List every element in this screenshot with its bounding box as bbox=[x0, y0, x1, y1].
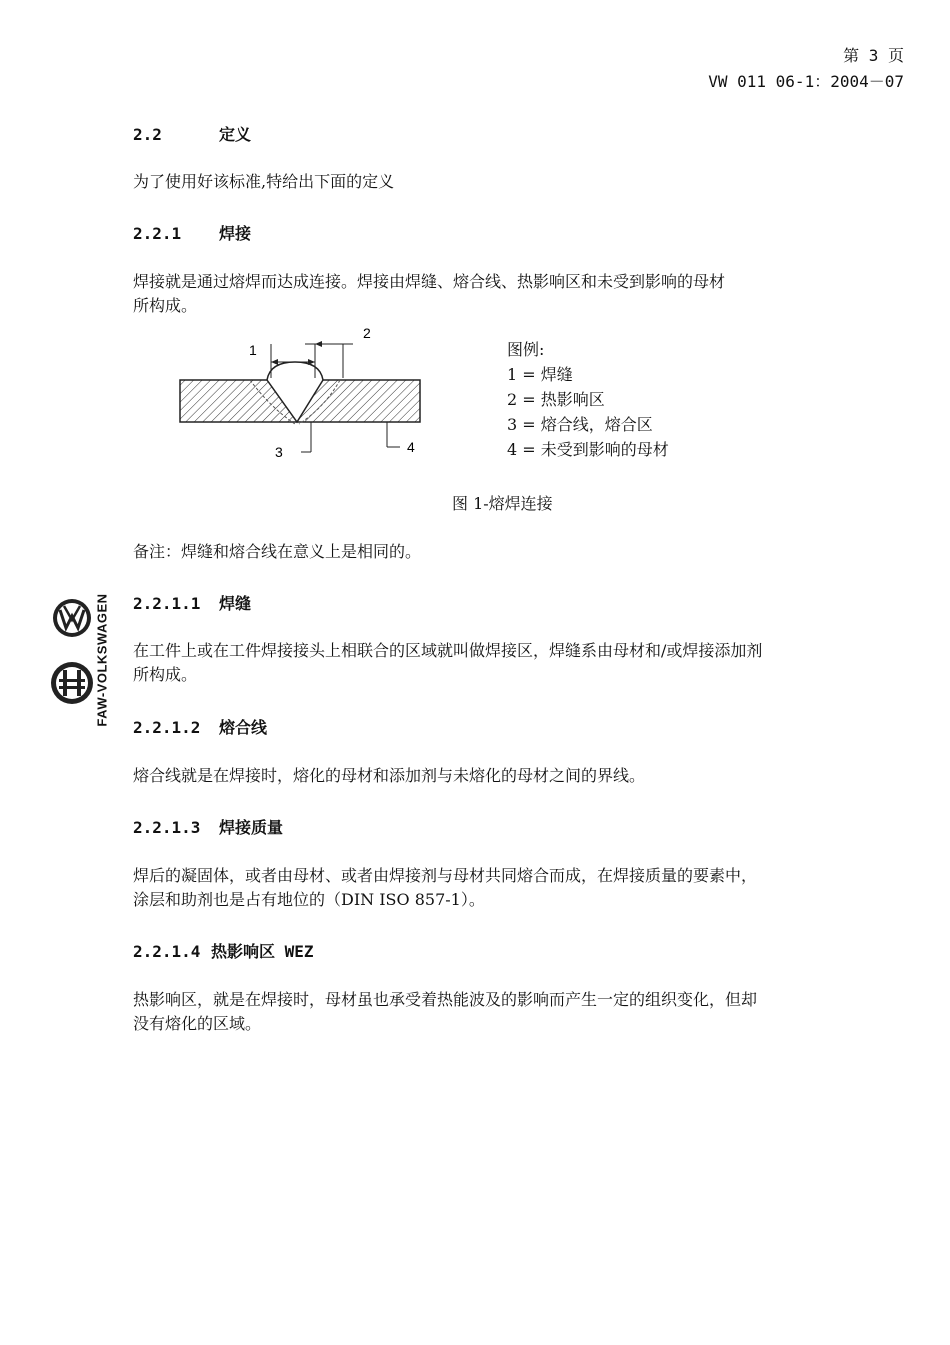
heading-2-2-1: 2.2.1 焊接 bbox=[133, 224, 252, 243]
document-code: VW 011 06-1：2004－07 bbox=[708, 72, 904, 91]
weld-diagram bbox=[175, 322, 430, 467]
intro-text: 为了使用好该标准,特给出下面的定义 bbox=[133, 172, 395, 191]
figure-label-4: 4 bbox=[407, 439, 415, 455]
faw-volkswagen-logo bbox=[50, 590, 116, 730]
haz-definition: 热影响区，就是在焊接时，母材虽也承受着热能波及的影响而产生一定的组织变化，但却 没有熔化的区域。 bbox=[133, 990, 758, 1033]
legend-item: 1 = 焊缝 bbox=[507, 365, 573, 384]
heading-2-2-1-1: 2.2.1.1 焊缝 bbox=[133, 594, 252, 613]
legend-title: 图例: bbox=[507, 340, 545, 359]
legend-item: 4 = 未受到影响的母材 bbox=[507, 440, 669, 459]
weld-seam-definition: 在工件上或在工件焊接接头上相联合的区域就叫做焊接区，焊缝系由母材和/或焊接添加剂 所构成。 bbox=[133, 641, 763, 684]
figure-label-2: 2 bbox=[363, 325, 371, 341]
logo-text: FAW-VOLKSWAGEN bbox=[94, 593, 110, 727]
note-text: 备注：焊缝和熔合线在意义上是相同的。 bbox=[133, 542, 422, 561]
weld-quality-definition: 焊后的凝固体，或者由母材、或者由焊接剂与母材共同熔合而成，在焊接质量的要素中， 涂层和助剂也是占有地位的（DIN ISO 857-1）。 bbox=[133, 866, 758, 909]
legend-item: 3 = 熔合线，熔合区 bbox=[507, 415, 653, 434]
heading-2-2-1-2: 2.2.1.2 熔合线 bbox=[133, 718, 268, 737]
figure-legend bbox=[507, 337, 669, 462]
heading-2-2-1-3: 2.2.1.3 焊接质量 bbox=[133, 818, 284, 837]
welding-definition: 焊接就是通过熔焊而达成连接。焊接由焊缝、熔合线、热影响区和未受到影响的母材 所构成。 bbox=[133, 272, 726, 315]
fusion-line-definition: 熔合线就是在焊接时，熔化的母材和添加剂与未熔化的母材之间的界线。 bbox=[133, 766, 646, 785]
figure-label-1: 1 bbox=[249, 342, 257, 358]
figure-label-3: 3 bbox=[275, 444, 283, 460]
heading-2-2: 2.2 定义 bbox=[133, 125, 252, 144]
legend-item: 2 = 热影响区 bbox=[507, 390, 605, 409]
heading-2-2-1-4: 2.2.1.4 热影响区 WEZ bbox=[133, 942, 314, 961]
page-number: 第 3 页 bbox=[843, 46, 904, 65]
figure-caption: 图 1-熔焊连接 bbox=[452, 494, 553, 513]
